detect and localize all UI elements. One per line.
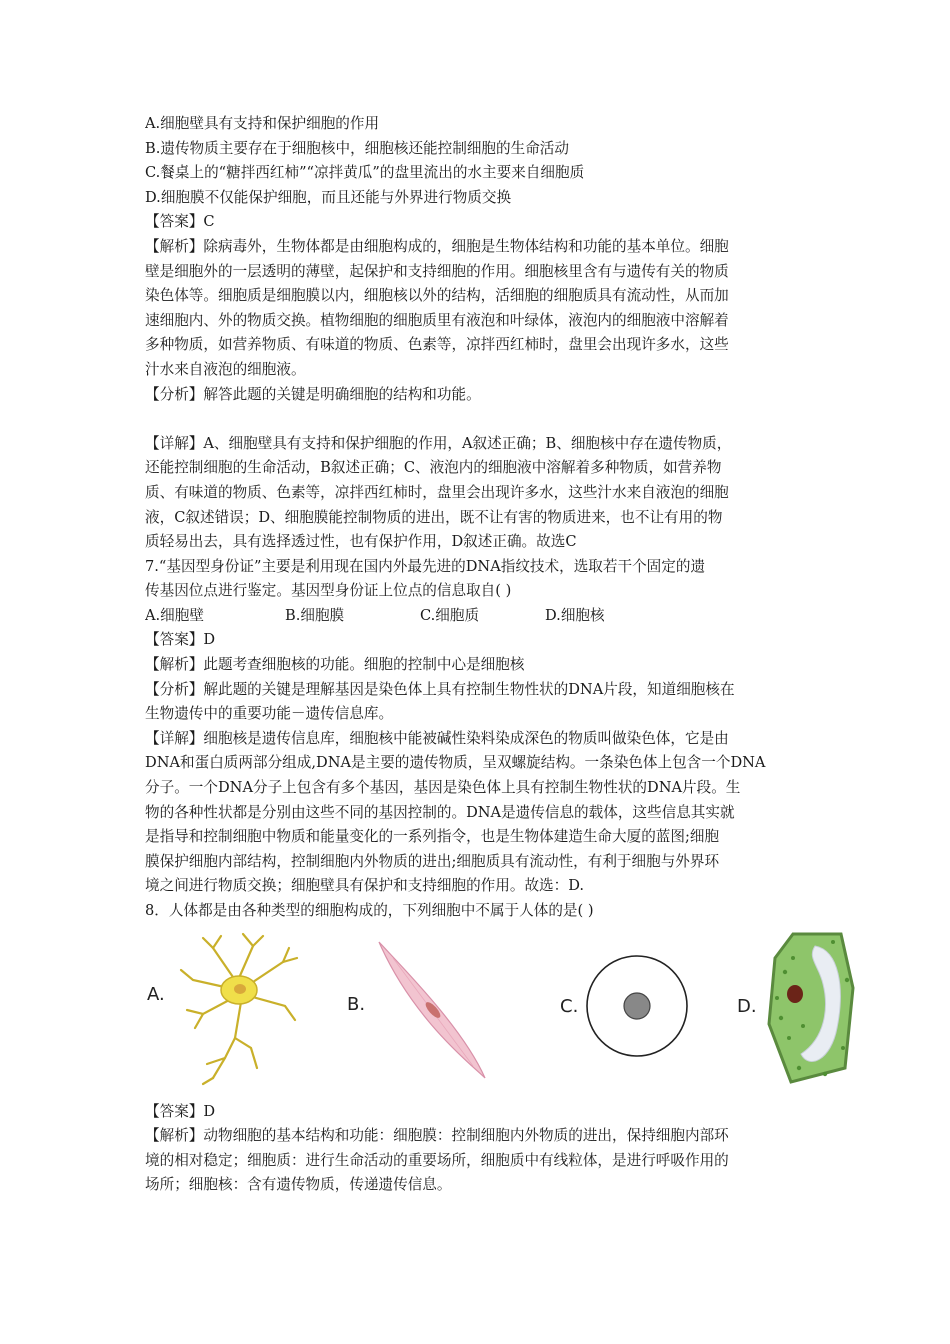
q6-analysis-line: 壁是细胞外的一层透明的薄壁，起保护和支持细胞的作用。细胞核里含有与遗传有关的物质 (145, 262, 729, 280)
q6-detail-line: 质、有味道的物质、色素等，凉拌西红柿时，盘里会出现许多水，这些汁水来自液泡的细胞 (145, 483, 729, 501)
q8-cell-figures (145, 928, 810, 1098)
q7-stem-line: 7.“基因型身份证”主要是利用现在国内外最先进的DNA指纹技术，选取若干个固定的遗 (145, 557, 706, 575)
q7-detail-line: 分子。一个DNA分子上包含有多个基因，基因是染色体上具有控制生物性状的DNA片段。生 (145, 779, 741, 797)
q8-analysis-line: 【解析】动物细胞的基本结构和功能：细胞膜：控制细胞内外物质的进出，保持细胞内部环 (145, 1127, 729, 1145)
q6-detail-line: 【详解】A、细胞壁具有支持和保护细胞的作用，A叙述正确；B、细胞核中存在遗传物质， (145, 434, 732, 452)
round-cell-image (583, 928, 693, 1088)
q7-option-b: B.细胞膜 (285, 606, 345, 624)
q6-analysis-line: 多种物质，如营养物质、有味道的物质、色素等，凉拌西红柿时，盘里会出现许多水，这些 (145, 336, 729, 354)
q8-analysis-line: 场所；细胞核：含有遗传物质，传递遗传信息。 (145, 1176, 452, 1194)
neuron-cell-image (173, 928, 303, 1088)
q6-option-c: C.餐桌上的“糖拌西红柿”“凉拌黄瓜”的盘里流出的水主要来自细胞质 (145, 164, 585, 182)
q7-answer: 【答案】D (145, 631, 216, 649)
q6-option-b: B.遗传物质主要存在于细胞核中，细胞核还能控制细胞的生命活动 (145, 139, 569, 157)
q7-options (145, 604, 810, 629)
q7-detail-line: 境之间进行物质交换；细胞壁具有保护和支持细胞的作用。故选：D. (145, 877, 585, 895)
plant-cell-image (763, 928, 855, 1088)
q7-option-c: C.细胞质 (420, 606, 480, 624)
q7-option-a: A.细胞壁 (145, 606, 204, 624)
q6-analysis-line: 汁水来自液泡的细胞液。 (145, 360, 306, 378)
q7-fenxi-line: 【分析】解此题的关键是理解基因是染色体上具有控制生物性状的DNA片段，知道细胞核在 (145, 680, 735, 698)
q7-stem-line: 传基因位点进行鉴定。基因型身份证上位点的信息取自( ) (145, 582, 512, 600)
q7-detail-line: 【详解】细胞核是遗传信息库，细胞核中能被碱性染料染成深色的物质叫做染色体，它是由 (145, 729, 729, 747)
q6-option-a: A.细胞壁具有支持和保护细胞的作用 (145, 115, 380, 132)
q6-detail-line: 液，C叙述错误；D、细胞膜能控制物质的进出，既不让有害的物质进来，也不让有用的物 (145, 508, 723, 526)
q7-analysis: 【解析】此题考查细胞核的功能。细胞的控制中心是细胞核 (145, 656, 525, 674)
q6-analysis-line: 染色体等。细胞质是细胞膜以内，细胞核以外的结构，活细胞的细胞质具有流动性，从而加 (145, 287, 729, 305)
q7-fenxi-line: 生物遗传中的重要功能－遗传信息库。 (145, 705, 394, 723)
figure-label-a: A. (147, 983, 165, 1005)
q6-option-d: D.细胞膜不仅能保护细胞，而且还能与外界进行物质交换 (145, 188, 512, 206)
q7-detail-line: 物的各种性状都是分别由这些不同的基因控制的。DNA是遗传信息的载体，这些信息其实就 (145, 803, 735, 821)
q6-analysis-line: 速细胞内、外的物质交换。植物细胞的细胞质里有液泡和叶绿体，液泡内的细胞液中溶解着 (145, 311, 729, 329)
q8-stem: 8．人体都是由各种类型的细胞构成的，下列细胞中不属于人体的是( ) (145, 902, 594, 919)
q6-fenxi: 【分析】解答此题的关键是明确细胞的结构和功能。 (145, 385, 481, 403)
document-page (145, 112, 810, 1198)
q7-option-d: D.细胞核 (545, 606, 605, 624)
q6-detail-line: 还能控制细胞的生命活动，B叙述正确；C、液泡内的细胞液中溶解着多种物质，如营养物 (145, 459, 722, 477)
muscle-cell-image (373, 928, 493, 1088)
figure-label-b: B. (347, 993, 366, 1015)
spacer (145, 407, 810, 432)
q7-detail-line: DNA和蛋白质两部分组成,DNA是主要的遗传物质，呈双螺旋结构。一条染色体上包含一个DNA (145, 754, 766, 772)
q7-detail-line: 是指导和控制细胞中物质和能量变化的一系列指令，也是生物体建造生命大厦的蓝图;细胞 (145, 828, 720, 846)
q6-detail-line: 质轻易出去，具有选择透过性，也有保护作用，D叙述正确。故选C (145, 533, 577, 551)
q8-answer: 【答案】D (145, 1102, 216, 1120)
q8-analysis-line: 境的相对稳定；细胞质：进行生命活动的重要场所，细胞质中有线粒体，是进行呼吸作用的 (145, 1151, 729, 1169)
figure-label-c: C. (560, 995, 579, 1017)
figure-label-d: D. (737, 995, 757, 1017)
q6-analysis-line: 【解析】除病毒外，生物体都是由细胞构成的，细胞是生物体结构和功能的基本单位。细胞 (145, 237, 729, 255)
q7-detail-line: 膜保护细胞内部结构，控制细胞内外物质的进出;细胞质具有流动性，有利于细胞与外界环 (145, 852, 720, 870)
q6-answer: 【答案】C (145, 213, 215, 231)
